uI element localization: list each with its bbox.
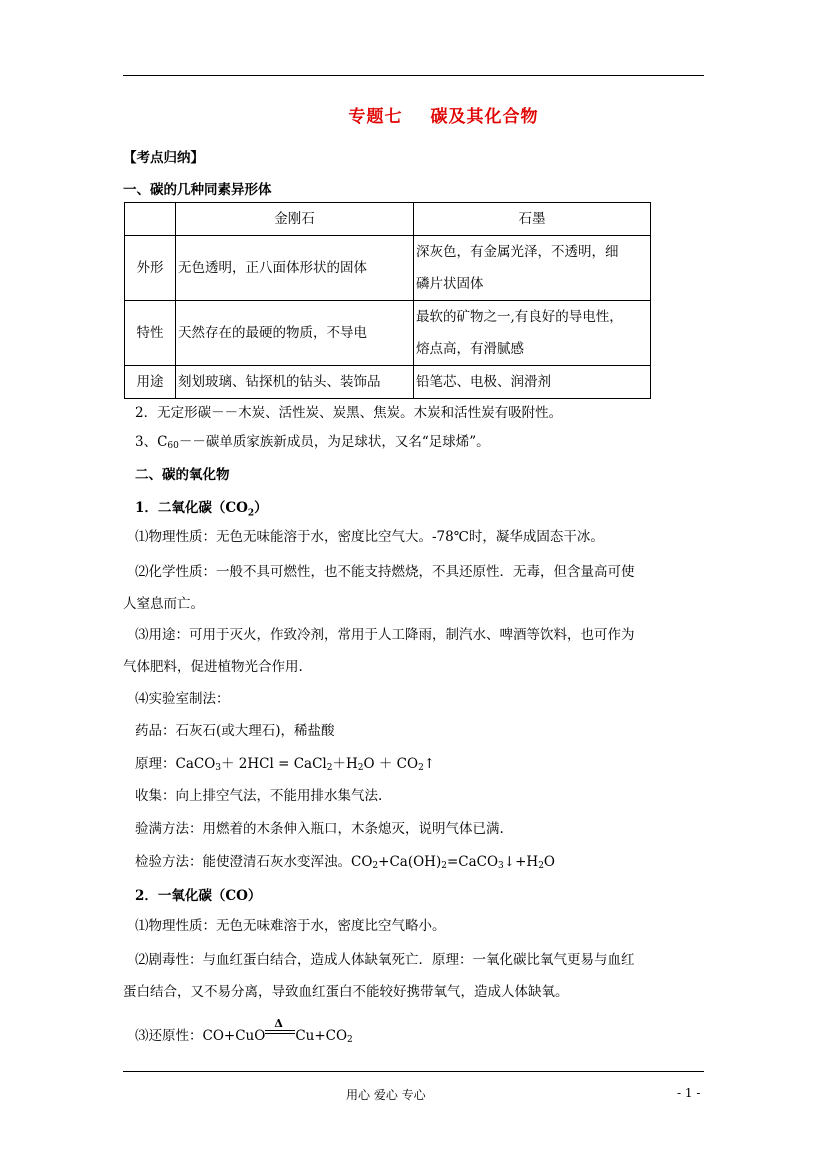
- table-cell: 天然存在的最硬的物质，不导电: [176, 301, 414, 366]
- table-header-cell: 石墨: [414, 203, 651, 236]
- co2-lab-prep: ⑷实验室制法：: [135, 691, 230, 707]
- heading-co2: 1．二氧化碳$(CO_2)$: [135, 500, 268, 519]
- section-kaodian: 【考点归纳】: [123, 150, 204, 166]
- co2-chemical-line1: ⑵化学性质：一般不具可燃性，也不能支持燃烧，不具还原性．无毒，但含量高可使: [135, 564, 635, 580]
- table-cell: 最软的矿物之一,有良好的导电性， 熔点高，有滑腻感: [414, 301, 651, 366]
- co-toxicity-line2: 蛋白结合，又不易分离，导致血红蛋白不能较好携带氧气，造成人体缺氧。: [123, 984, 569, 1000]
- table-header-row: [125, 203, 651, 236]
- table-row-label: 外形: [125, 236, 176, 301]
- heat-condition-sign: Δ: [265, 1027, 295, 1041]
- section-allotropes: 一、碳的几种同素异形体: [123, 182, 272, 198]
- footer-rule: [123, 1071, 704, 1072]
- table-row-label: 用途: [125, 366, 176, 399]
- co2-reagents: 药品：石灰石(或大理石)，稀盐酸: [135, 723, 335, 739]
- paragraph-amorphous-carbon: 2．无定形碳－－木炭、活性炭、炭黑、焦炭。木炭和活性炭有吸附性。: [135, 405, 563, 421]
- table-header-cell: 金刚石: [176, 203, 414, 236]
- co2-physical: ⑴物理性质：无色无味能溶于水，密度比空气大。-78℃时，凝华成固态干冰。: [135, 529, 604, 545]
- table-row-label: 特性: [125, 301, 176, 366]
- page-number: - 1 -: [677, 1086, 701, 1100]
- co2-full-test: 验满方法：用燃着的木条伸入瓶口，木条熄灭，说明气体已满.: [135, 821, 504, 837]
- section-oxides: 二、碳的氧化物: [135, 467, 230, 483]
- footer-motto: 用心 爱心 专心: [346, 1088, 426, 1102]
- paragraph-c60: 3、$C_{60}--$碳单质家族新成员，为足球状，又名“足球烯”。: [135, 434, 490, 451]
- allotrope-table: [124, 202, 651, 399]
- co2-uses-line2: 气体肥料，促进植物光合作用.: [123, 659, 303, 675]
- table-cell: 深灰色，有金属光泽，不透明，细 磷片状固体: [414, 236, 651, 301]
- title-topic: 专题七: [348, 107, 403, 127]
- co2-principle-equation: 原理：CaCO$_3$＋ $2HCl = CaCl_2+H_2O$ ＋ $CO_2↑$: [135, 756, 436, 773]
- co2-uses-line1: ⑶用途：可用于灭火，作致冷剂，常用于人工降雨，制汽水、啤酒等饮料，也可作为: [135, 627, 635, 643]
- co2-verification: 检验方法：能使澄清石灰水变浑浊。$CO_2+Ca(OH)_2=CaCO_3↓+H_2O$: [135, 854, 555, 871]
- table-row: [125, 236, 651, 301]
- table-row: [125, 301, 651, 366]
- heading-co: 2．一氧化碳（CO）: [135, 888, 262, 904]
- co-physical: ⑴物理性质：无色无味难溶于水，密度比空气略小。: [135, 918, 446, 934]
- table-cell: 铅笔芯、电极、润滑剂: [414, 366, 651, 399]
- table-cell: 刻划玻璃、钻探机的钻头、装饰品: [176, 366, 414, 399]
- co-toxicity-line1: ⑵剧毒性：与血红蛋白结合，造成人体缺氧死亡．原理：一氧化碳比氧气更易与血红: [135, 952, 635, 968]
- header-rule: [123, 75, 704, 76]
- co2-chemical-line2: 人窒息而亡。: [123, 596, 204, 612]
- table-cell: 无色透明，正八面体形状的固体: [176, 236, 414, 301]
- table-row: [125, 366, 651, 399]
- table-header-cell: [125, 203, 176, 236]
- co-reducing-equation: ⑶还原性：CO+CuO Δ $Cu+CO_2$: [135, 1017, 353, 1045]
- title-subject: 碳及其化合物: [430, 107, 539, 127]
- page-title: [123, 102, 704, 127]
- co2-collection: 收集：向上排空气法，不能用排水集气法.: [135, 788, 383, 804]
